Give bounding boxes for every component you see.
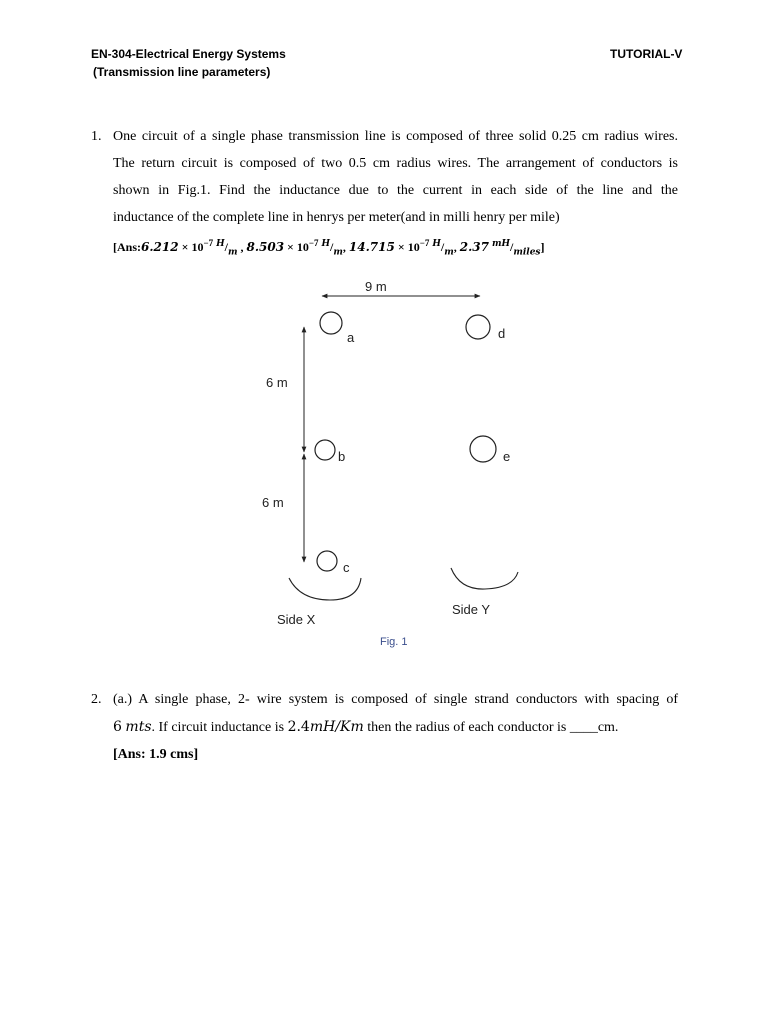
inductance-value: 2.4 — [287, 719, 310, 735]
conductor-e — [470, 436, 496, 462]
unit-h: H — [432, 239, 441, 249]
dimension-9m-label: 9 m — [365, 279, 387, 294]
ten: 10 — [191, 240, 204, 254]
figure-caption: Fig. 1 — [380, 636, 408, 648]
q2-number: 2. — [91, 692, 102, 707]
ans-value-2: 8.503 — [246, 240, 285, 254]
q2-answer: [Ans: 1.9 cms] — [113, 747, 199, 762]
side-y-label: Side Y — [452, 602, 491, 617]
dimension-6m-bottom-label: 6 m — [262, 495, 284, 510]
unit-h: H — [321, 239, 331, 249]
tutorial-label: TUTORIAL-V — [610, 47, 683, 61]
side-y-brace — [451, 568, 518, 589]
exponent: −7 — [308, 238, 319, 248]
q2-line-1: (a.) A single phase, 2- wire system is composed of single strand conductors with spacing of — [113, 692, 678, 707]
q1-answer: [Ans:6.212 × $10^{-7}$ $^H/_m$ , $8.503 \times 10^{-7}$ $^H/_m$, $14.715 \times 10^{-7}$ $^H/_m$, 2.37 $^{mH}/_{miles}$] — [113, 238, 545, 258]
label-b: b — [338, 449, 346, 464]
label-e: e — [503, 449, 511, 464]
q2-text-end: then the radius of each conductor is ____cm. — [363, 720, 619, 735]
exponent: −7 — [419, 238, 430, 248]
separator: , — [240, 240, 244, 254]
ten: 10 — [296, 240, 309, 254]
ans-suffix: ] — [540, 240, 545, 254]
q2-line-2 — [113, 719, 618, 736]
label-d: d — [498, 326, 506, 341]
ten: 10 — [407, 240, 420, 254]
unit-h: H — [216, 239, 225, 249]
conductor-b — [315, 440, 335, 460]
q2-text-mid: . If circuit inductance is — [151, 720, 288, 735]
times-sign: × — [181, 240, 189, 254]
ans-value-1: 6.212 — [141, 240, 179, 254]
q1-number: 1. — [91, 129, 102, 144]
ans-prefix: [Ans: — [113, 240, 142, 254]
course-subtitle: (Transmission line parameters) — [93, 65, 271, 79]
q1-line-1: One circuit of a single phase transmission line is composed of three solid 0.25 cm radius wires. — [113, 129, 678, 144]
spacing-value: 6 — [113, 719, 122, 735]
q1-line-4: inductance of the complete line in henrys per meter(and in milli henry per mile) — [113, 210, 560, 225]
conductor-a — [320, 312, 342, 334]
label-a: a — [347, 330, 355, 345]
ans-value-3: 14.715 — [348, 240, 395, 254]
exponent: −7 — [203, 238, 214, 248]
separator: , — [342, 240, 346, 254]
course-title: EN-304-Electrical Energy Systems — [91, 47, 286, 61]
dimension-6m-top-label: 6 m — [266, 375, 288, 390]
separator: , — [453, 240, 457, 254]
unit-m: m — [333, 247, 343, 258]
conductor-c — [317, 551, 337, 571]
unit-m: m — [444, 247, 454, 258]
times-sign: × — [287, 240, 294, 254]
side-x-brace — [289, 578, 361, 600]
unit-mh: mH — [491, 239, 510, 249]
spacing-unit: mts — [125, 719, 152, 735]
times-sign: × — [397, 240, 405, 254]
unit-m: m — [227, 247, 238, 258]
label-c: c — [343, 560, 350, 575]
unit-miles: miles — [513, 247, 541, 258]
q1-line-2: The return circuit is composed of two 0.5 cm radius wires. The arrangement of conductors is — [113, 156, 678, 171]
conductor-d — [466, 315, 490, 339]
q1-line-3: shown in Fig.1. Find the inductance due to the current in each side of the line and the — [113, 183, 678, 198]
inductance-unit: mH/Km — [309, 719, 364, 735]
side-x-label: Side X — [277, 612, 316, 627]
ans-value-4: 2.37 — [459, 240, 489, 254]
